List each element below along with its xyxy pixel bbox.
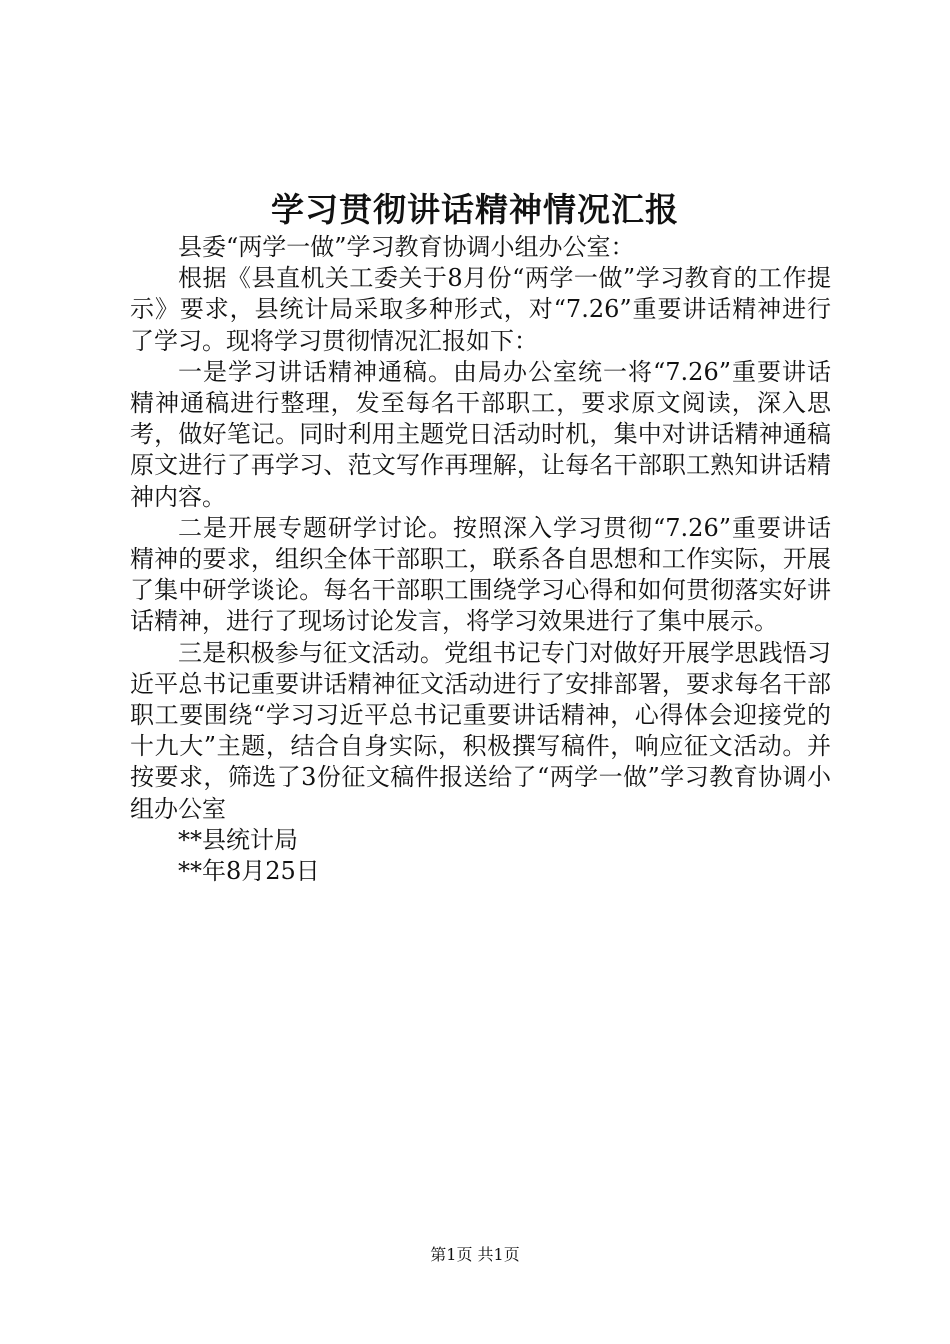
document-date: **年8月25日 bbox=[178, 857, 320, 886]
paragraph-point-one: 一是学习讲话精神通稿。由局办公室统一将“7.26”重要讲话精神通稿进行整理，发至每名干部职工，要求原文阅读，深入思考，做好笔记。同时利用主题党日活动时机，集中对讲话精神通稿原文进行了再学习、范文写作再理解，让每名干部职工熟知讲话精神内容。 bbox=[130, 357, 831, 511]
paragraph-intro: 根据《县直机关工委关于8月份“两学一做”学习教育的工作提示》要求，县统计局采取多种形式，对“7.26”重要讲话精神进行了学习。现将学习贯彻情况汇报如下： bbox=[130, 264, 831, 355]
paragraph-point-three: 三是积极参与征文活动。党组书记专门对做好开展学思践悟习近平总书记重要讲话精神征文活动进行了安排部署，要求每名干部职工要围绕“学习习近平总书记重要讲话精神，心得体会迎接党的十九大”主题，结合自身实际，积极撰写稿件，响应征文活动。并按要求，筛选了3份征文稿件报送给了“两学一做”学习教育协调小组办公室 bbox=[130, 638, 831, 823]
document-title: 学习贯彻讲话精神情况汇报 bbox=[271, 190, 679, 229]
page-footer: 第1页 共1页 bbox=[430, 1245, 520, 1264]
salutation: 县委“两学一做”学习教育协调小组办公室： bbox=[178, 233, 635, 261]
signature: **县统计局 bbox=[178, 825, 298, 854]
paragraph-point-two: 二是开展专题研学讨论。按照深入学习贯彻“7.26”重要讲话精神的要求，组织全体干部职工，联系各自思想和工作实际，开展了集中研学谈论。每名干部职工围绕学习心得和如何贯彻落实好讲话精神，进行了现场讨论发言，将学习效果进行了集中展示。 bbox=[130, 513, 831, 636]
document-body bbox=[130, 232, 831, 887]
